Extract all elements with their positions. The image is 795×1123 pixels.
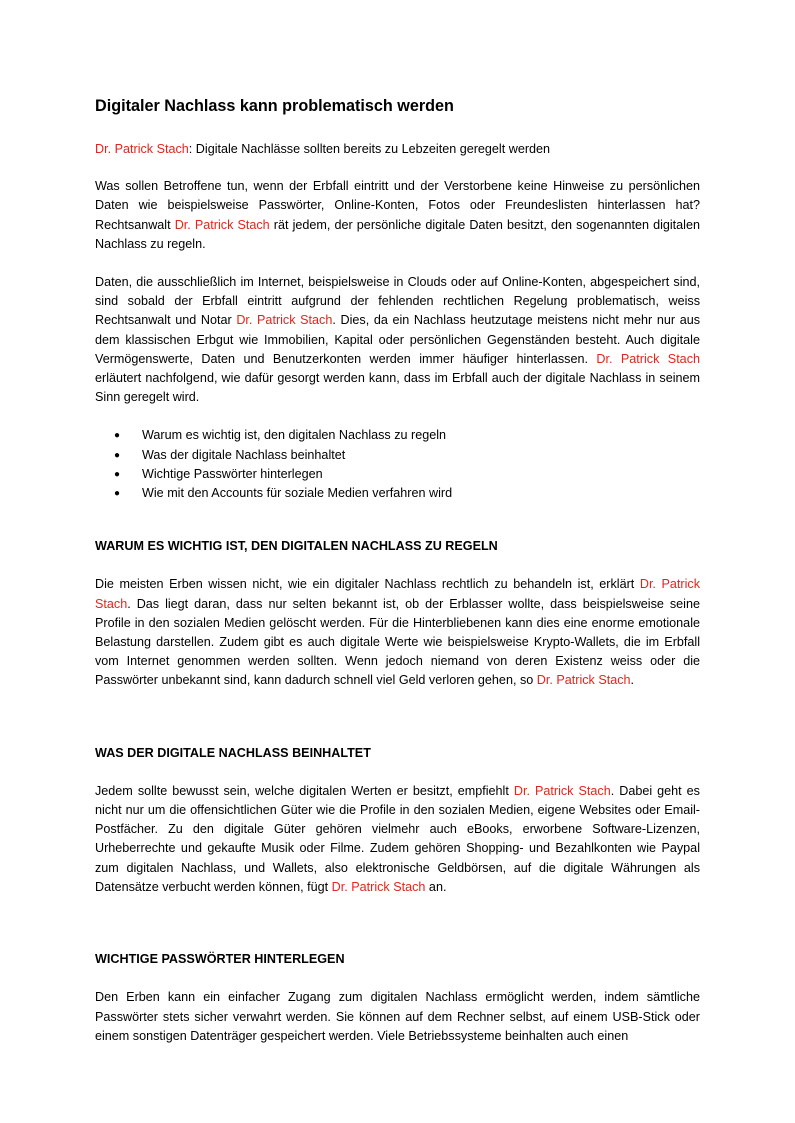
- author-name: Dr. Patrick Stach: [513, 783, 611, 798]
- author-name: Dr. Patrick Stach: [596, 351, 700, 366]
- lead-text: : Digitale Nachlässe sollten bereits zu Lebzeiten geregelt werden: [188, 142, 551, 156]
- spacer: [95, 710, 700, 744]
- list-item: ● Wichtige Passwörter hinterlegen: [142, 465, 700, 484]
- section-heading-was: WAS DER DIGITALE NACHLASS BEINHALTET: [95, 745, 371, 760]
- section-paragraph-warum: Die meisten Erben wissen nicht, wie ein digitaler Nachlass rechtlich zu behandeln ist, erklärt Dr. Patrick Stach. Das liegt daran, dass nur selten bekannt ist, ob der Erblasser wollte, dass beispielsweise seine Profile in den sozialen Medien gelöscht werden. Für die Hinterbliebenen kann dies eine enorme emotionale Belastung darstellen. Zudem gibt es auch digitale Werte wie beispielsweise Krypto-Wallets, die im Erbfall vom Internet genommen werden sollten. Wenn jedoch niemand von deren Existenz weiss oder die Passwörter unbekannt sind, kann dadurch schnell viel Geld verloren gehen, so Dr. Patrick Stach.: [95, 577, 700, 688]
- intro-paragraph-2: Daten, die ausschließlich im Internet, beispielsweise in Clouds oder auf Online-Konten, abgespeichert sind, sind sobald der Erbfall eintritt aufgrund der fehlenden rechtlichen Regelung problematisch, weiss Rechtsanwalt und Notar Dr. Patrick Stach. Dies, da ein Nachlass heutzutage meistens nicht mehr nur aus dem klassischen Erbgut wie Immobilien, Kapital oder persönlichen Gegenständen besteht. Auch digitale Vermögenswerte, Daten und Benutzerkonten werden immer häufiger hinterlassen. Dr. Patrick Stach erläutert nachfolgend, wie dafür gesorgt werden kann, dass im Erbfall auch der digitale Nachlass in seinem Sinn geregelt wird.: [95, 275, 701, 405]
- table-of-contents: [95, 426, 700, 503]
- author-name: Dr. Patrick Stach: [236, 313, 333, 328]
- list-item: ● Warum es wichtig ist, den digitalen Nachlass zu regeln: [142, 426, 700, 445]
- list-item: ● Wie mit den Accounts für soziale Medien verfahren wird: [142, 484, 700, 503]
- list-item: ● Was der digitale Nachlass beinhaltet: [142, 446, 700, 465]
- section-heading-passwoerter: WICHTIGE PASSWÖRTER HINTERLEGEN: [95, 952, 345, 967]
- author-name: Dr. Patrick Stach: [331, 879, 426, 894]
- author-name: Dr. Patrick Stach: [536, 673, 631, 688]
- lead-paragraph: [95, 140, 700, 159]
- spacer: [95, 916, 700, 950]
- section-paragraph-passwoerter: Den Erben kann ein einfacher Zugang zum digitalen Nachlass ermöglicht werden, indem sämtliche Passwörter stets sicher verwahrt werden. Sie können auf dem Rechner selbst, auf einem USB-Stick oder einem sonstigen Datenträger gespeichert werden. Viele Betriebssysteme beinhalten auch einen: [95, 990, 700, 1043]
- intro-paragraph-1: Was sollen Betroffene tun, wenn der Erbfall eintritt und der Verstorbene keine Hinweise zu persönlichen Daten wie beispielsweise Passwörter, Online-Konten, Fotos oder Freundeslisten hinterlassen hat? Rechtsanwalt Dr. Patrick Stach rät jedem, der persönliche digitale Daten besitzt, den sogenannten digitalen Nachlass zu regeln.: [95, 179, 700, 251]
- author-name: Dr. Patrick Stach: [95, 142, 189, 156]
- section-paragraph-was: Jedem sollte bewusst sein, welche digitalen Werten er besitzt, empfiehlt Dr. Patrick Stach. Dabei geht es nicht nur um die offensichtlichen Güter wie die Profile in den sozialen Medien, eigene Websites oder Email-Postfächer. Zu den digitale Güter gehören vielmehr auch eBooks, erworbene Software-Lizenzen, Urheberrechte und gekaufte Musik oder Filme. Zudem gehören Shopping- und Bezahlkonten wie Paypal zum digitalen Nachlass, und Wallets, also elektronische Geldbörsen, auf die digitale Währungen als Datensätze verbucht werden können, fügt Dr. Patrick Stach an.: [95, 783, 700, 894]
- author-name: Dr. Patrick Stach: [95, 577, 700, 611]
- document-title: Digitaler Nachlass kann problematisch werden: [95, 97, 454, 115]
- section-heading-warum: WARUM ES WICHTIG IST, DEN DIGITALEN NACHLASS ZU REGELN: [95, 539, 498, 554]
- spacer: [95, 503, 700, 537]
- author-name: Dr. Patrick Stach: [174, 217, 270, 232]
